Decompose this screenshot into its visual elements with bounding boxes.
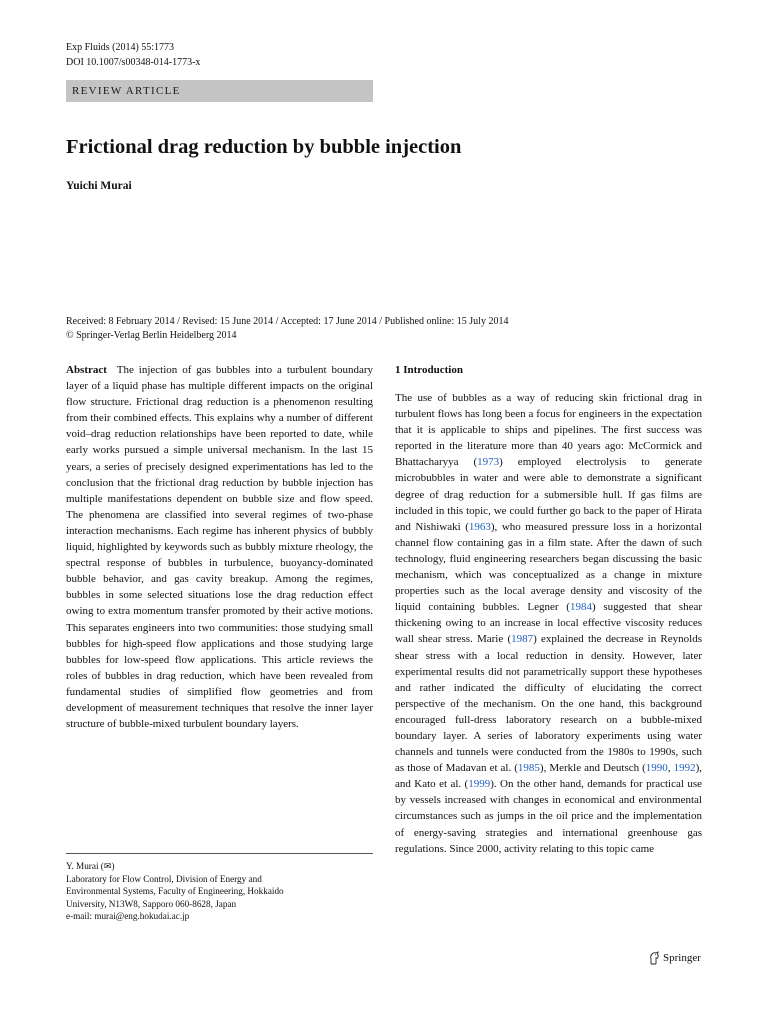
citation-link[interactable]: 1985 — [517, 762, 540, 775]
left-column — [66, 362, 373, 732]
abstract-text: The injection of gas bubbles into a turbulent boundary layer of a liquid phase has multiple different impacts on the original flow structure. Frictional drag reduction is a phenomenon resulting from their combined effects. This explains why a number of different void–drag reduction relationships have been reported to date, while early works pursued a simple universal mechanism. In the last 15 years, a series of precisely designed experimentations has led to the conclusion that the frictional drag reduction by bubble injection has multiple manifestations dependent on bubble size and flow speed. The phenomena are classified into several regimes of two-phase interaction mechanisms. Each regime has inherent physics of bubbly liquid, highlighted by keywords such as bubbly mixture rheology, the spectral response of bubbles in turbulence, buoyancy-dominated bubble behavior, and gas cavity breakup. Among the regimes, bubbles in some selected situations lose the drag reduction effect owing to extra momentum transfer promoted by their active motions. This separates engineers into two communities: those studying small bubbles for high-speed flow applications and those studying large bubbles for low-speed flow applications. This article reviews the roles of bubbles in drag reduction, which have been revealed from fundamental studies of simplified flow geometries and from development of measurement techniques that resolve the inner layer structure of bubble-mixed turbulent boundary layers. — [66, 364, 374, 731]
citation-link[interactable]: 1973 — [477, 456, 500, 469]
citation-link[interactable]: 1999 — [468, 778, 491, 791]
submission-history: Received: 8 February 2014 / Revised: 15 June 2014 / Accepted: 17 June 2014 / Published online: 15 July 2014 — [66, 316, 509, 327]
article-dates — [66, 315, 508, 343]
intro-text: The use of bubbles as a way of reducing skin frictional drag in turbulent flows has long been a focus for engineers in the expectation that it is applicable to ships and pipelines. The first success was reported in the literature more than 40 years ago: McCormick and Bhattacharyya ( — [395, 392, 702, 469]
journal-reference — [66, 40, 200, 70]
author-footnote — [66, 853, 373, 923]
intro-text: ) employed electrolysis to generate microbubbles in water and were able to demonstrate a significant degree of drag reduction for a submersible hull. If gas films are included in this topic, we could further go back to the paper of Hirata and Nishiwaki ( — [395, 456, 703, 533]
citation-link[interactable]: 1990 — [645, 762, 668, 775]
citation-link[interactable]: 1987 — [511, 633, 534, 646]
right-column — [395, 362, 702, 857]
author-name: Yuichi Murai — [66, 180, 132, 192]
footnote-affiliation-line: Laboratory for Flow Control, Division of Energy and — [66, 873, 262, 884]
intro-text: ) explained the decrease in Reynolds shear stress with a local reduction in density. However, later experimental results did not parametrically support these hypotheses and rather indicated the difficulty of elucidating the correct perspective of the mechanism. On the one hand, this background encouraged full-dress laboratory research on a bubble-mixed boundary layer. A series of laboratory experiments using water channels and tunnels were conducted from the 1980s to 1990s, such as those of Madavan et al. ( — [395, 633, 702, 775]
intro-text: ) suggested that shear thickening owing to an increase in local effective viscosity reduces wall shear stress. Marie ( — [395, 601, 702, 646]
abstract — [66, 362, 373, 732]
copyright-line: © Springer-Verlag Berlin Heidelberg 2014 — [66, 330, 237, 341]
intro-text: ), and Kato et al. ( — [395, 762, 702, 791]
intro-text: ), Merkle and Deutsch ( — [539, 762, 646, 775]
abstract-label: Abstract — [66, 364, 107, 376]
article-type-banner: REVIEW ARTICLE — [66, 80, 373, 102]
footnote-affiliation-line: Environmental Systems, Faculty of Engineering, Hokkaido — [66, 886, 284, 897]
section-heading-introduction: 1 Introduction — [395, 364, 463, 376]
intro-text: , — [667, 762, 674, 775]
footnote-email[interactable]: e-mail: murai@eng.hokudai.ac.jp — [66, 911, 190, 922]
intro-text: ). On the other hand, demands for practical use by vessels increased with changes in economical and environmental circumstances such as jumps in the oil price and the implementation of energy-saving strategies and international greenhouse gas regulations. Since 2000, activity relating to this topic came — [395, 778, 703, 855]
springer-horse-icon — [648, 951, 660, 965]
citation-link[interactable]: 1963 — [468, 520, 491, 533]
journal-line: Exp Fluids (2014) 55:1773 — [66, 42, 175, 53]
intro-text: ), who measured pressure loss in a horizontal channel flow containing gas in a film state. After the dawn of such technology, fluid engineering researchers began discussing the basic mechanism, which was conceptualized as a change in mixture properties such as the local average density and viscosity of the liquid containing bubbles. Legner ( — [395, 520, 702, 614]
article-title: Frictional drag reduction by bubble injection — [66, 136, 462, 158]
publisher-name: Springer — [663, 952, 701, 964]
introduction-paragraph — [395, 390, 702, 857]
footnote-affiliation-line: University, N13W8, Sapporo 060-8628, Japan — [66, 898, 237, 909]
citation-link[interactable]: 1984 — [569, 601, 592, 614]
publisher-mark — [648, 950, 701, 966]
doi-line: DOI 10.1007/s00348-014-1773-x — [66, 57, 201, 68]
footnote-author: Y. Murai (✉) — [66, 861, 115, 871]
citation-link[interactable]: 1992 — [673, 762, 696, 775]
